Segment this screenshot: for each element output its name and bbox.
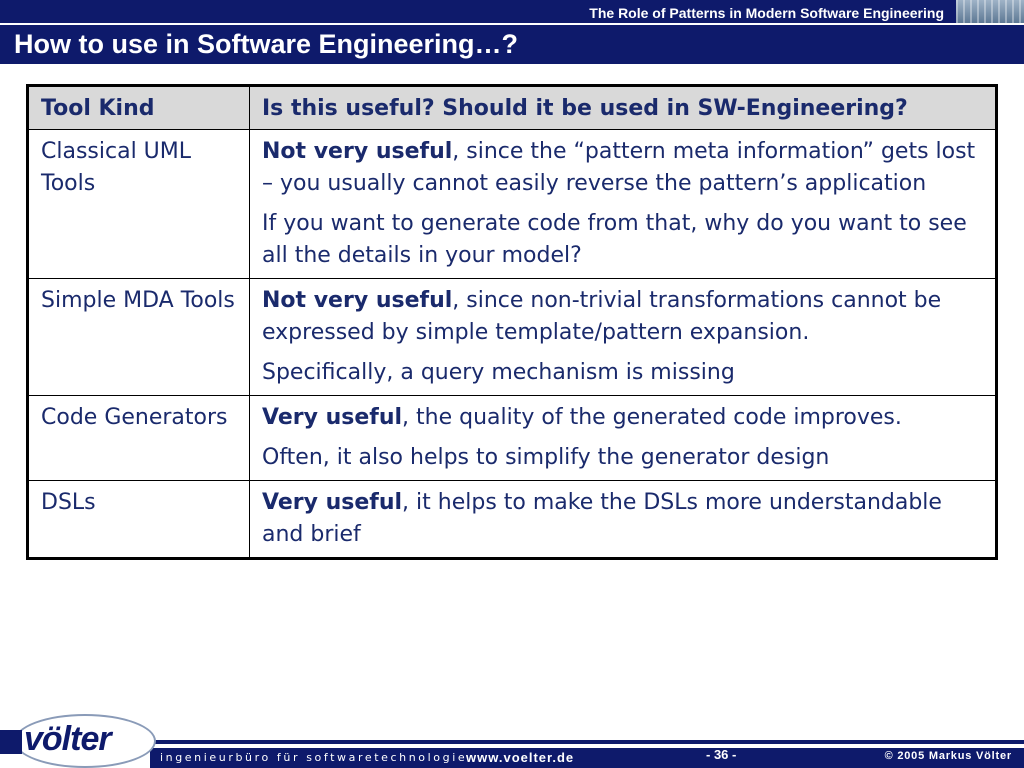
usefulness-cell: [250, 130, 997, 279]
usefulness-note: If you want to generate code from that, why do you want to see all the details in your model?: [262, 211, 967, 268]
table: [26, 84, 998, 560]
verdict-detail: , it helps to make the DSLs more understandable and brief: [262, 490, 942, 547]
usefulness-cell: [250, 396, 997, 481]
usefulness-cell: [250, 279, 997, 396]
verdict-label: Very useful: [262, 490, 403, 515]
slide-title: How to use in Software Engineering…?: [14, 29, 519, 59]
usefulness-text: [262, 285, 985, 349]
verdict-detail: , since the “pattern meta information” gets lost – you usually cannot easily reverse the pattern’s application: [262, 139, 976, 196]
deck-title: The Role of Patterns in Modern Software Engineering: [589, 5, 944, 21]
tool-kind-cell: Simple MDA Tools: [28, 279, 250, 396]
verdict-detail: , since non-trivial transformations cannot be expressed by simple template/pattern expansion.: [262, 288, 942, 345]
table-row: [28, 279, 997, 396]
usefulness-text: [262, 402, 985, 434]
tool-kind-cell: Classical UML Tools: [28, 130, 250, 279]
table-row: [28, 396, 997, 481]
voelter-logo: [0, 712, 158, 768]
header-bar: [0, 0, 1024, 64]
footer-rule: [150, 740, 1024, 744]
page-number: - 36 -: [706, 747, 737, 762]
footer-copyright: © 2005 Markus Völter: [884, 750, 1012, 762]
tool-kind-cell: DSLs: [28, 481, 250, 559]
usefulness-text: [262, 487, 985, 551]
usefulness-cell: [250, 481, 997, 559]
table-row: [28, 130, 997, 279]
logo-bar: [0, 730, 22, 754]
tool-usefulness-table: [26, 84, 998, 560]
usefulness-text: [262, 136, 985, 200]
logo-text: völter: [24, 720, 111, 758]
verdict-label: Not very useful: [262, 139, 453, 164]
usefulness-note: Specifically, a query mechanism is missing: [262, 360, 735, 385]
verdict-label: Very useful: [262, 405, 403, 430]
usefulness-note: Often, it also helps to simplify the generator design: [262, 445, 830, 470]
table-row: [28, 481, 997, 559]
footer-website: www.voelter.de: [466, 750, 575, 765]
verdict-detail: , the quality of the generated code improves.: [402, 405, 902, 430]
verdict-label: Not very useful: [262, 288, 453, 313]
tool-kind-cell: Code Generators: [28, 396, 250, 481]
header-divider: [0, 23, 1024, 25]
table-header-row: [28, 86, 997, 130]
header-building-image: [956, 0, 1024, 23]
column-header-tool-kind: Tool Kind: [28, 86, 250, 130]
column-header-usefulness: Is this useful? Should it be used in SW-Engineering?: [250, 86, 997, 130]
footer-tagline: ingenieurbüro für softwaretechnologie: [160, 751, 468, 764]
